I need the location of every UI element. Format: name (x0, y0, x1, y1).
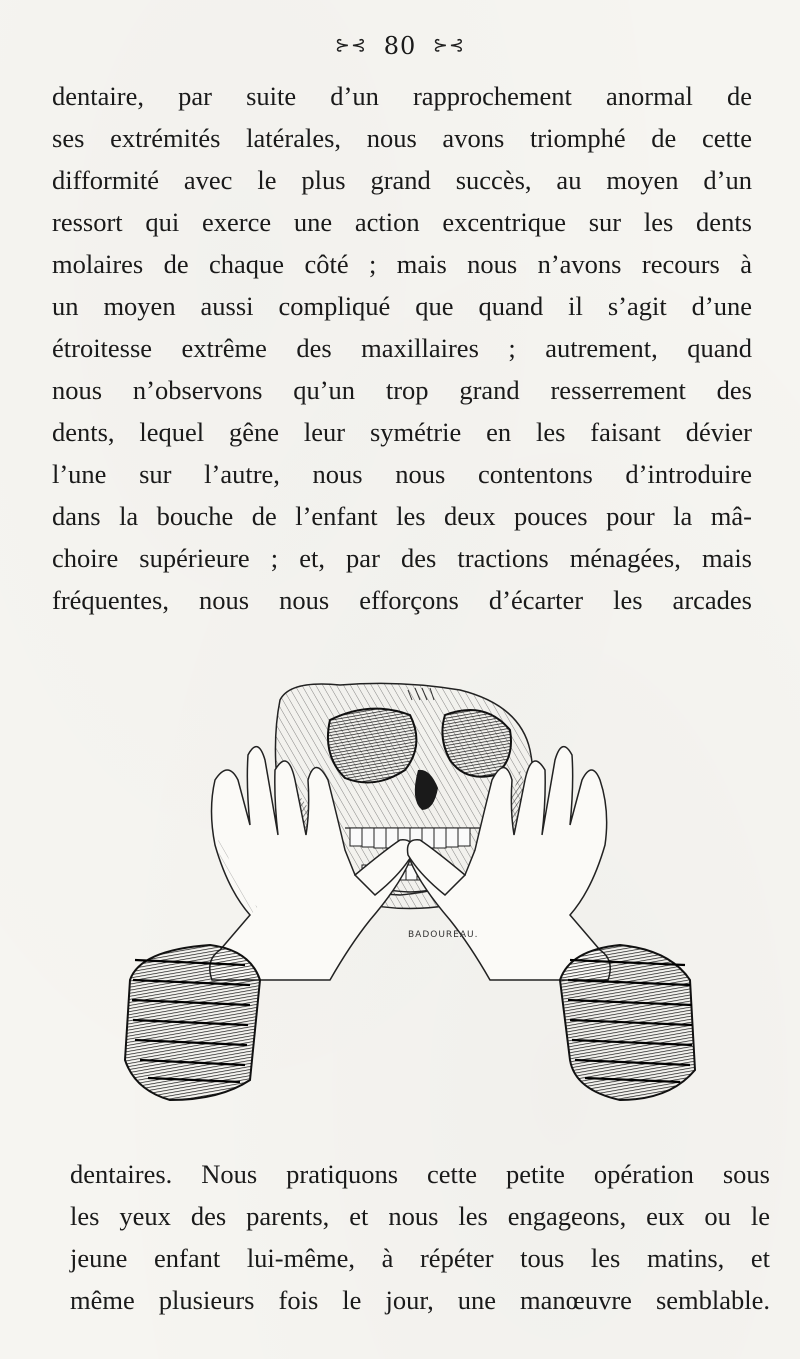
text-line: les yeux des parents, et nous les engageons, eux ou le (70, 1201, 770, 1231)
page-number: 80 (383, 31, 417, 60)
lower-paragraph (70, 1153, 770, 1321)
text-line: même plusieurs fois le jour, une manœuvre semblable. (70, 1285, 770, 1315)
upper-paragraph (52, 75, 752, 621)
text-line: dents, lequel gêne leur symétrie en les faisant dévier (52, 417, 752, 447)
right-ornament-icon: ⊱⊰ (432, 35, 466, 56)
skull-hands-engraving (100, 660, 720, 1110)
left-ornament-icon: ⊱⊰ (334, 35, 368, 56)
text-line: jeune enfant lui-même, à répéter tous les matins, et (70, 1243, 770, 1273)
text-line: nous n’observons qu’un trop grand resserrement des (52, 375, 752, 405)
text-line: l’une sur l’autre, nous nous contentons d’introduire (52, 459, 752, 489)
engraver-signature: BADOUREAU. (408, 930, 479, 940)
text-line: un moyen aussi compliqué que quand il s’agit d’une (52, 291, 752, 321)
text-line: étroitesse extrême des maxillaires ; autrement, quand (52, 333, 752, 363)
text-line: dentaire, par suite d’un rapprochement anormal de (52, 81, 752, 111)
text-line: molaires de chaque côté ; mais nous n’avons recours à (52, 249, 752, 279)
text-line: difformité avec le plus grand succès, au moyen d’un (52, 165, 752, 195)
text-line: ressort qui exerce une action excentrique sur les dents (52, 207, 752, 237)
text-line: dentaires. Nous pratiquons cette petite opération sous (70, 1159, 770, 1189)
text-line: fréquentes, nous nous efforçons d’écarter les arcades (52, 585, 752, 615)
text-line: dans la bouche de l’enfant les deux pouces pour la mâ- (52, 501, 752, 531)
text-line: choire supérieure ; et, par des tractions ménagées, mais (52, 543, 752, 573)
page-header (0, 30, 800, 60)
text-line: ses extrémités latérales, nous avons triomphé de cette (52, 123, 752, 153)
